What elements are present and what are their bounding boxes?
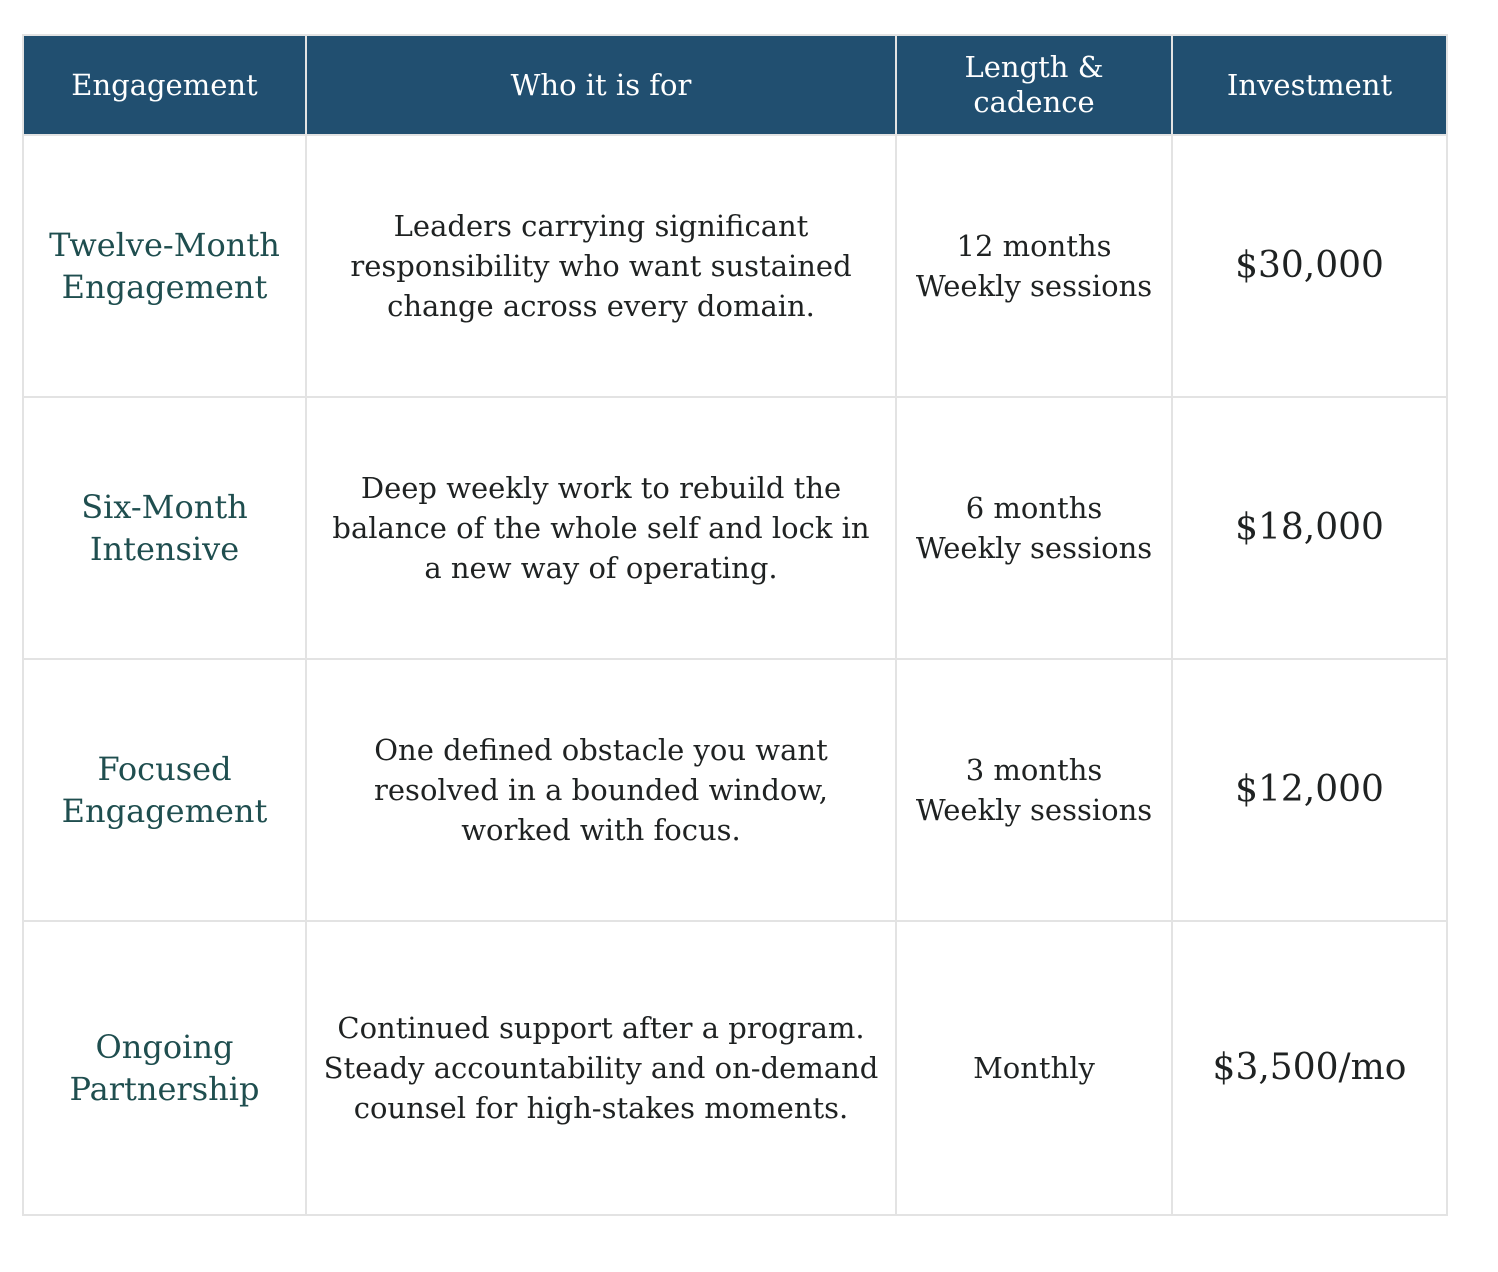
- length-cadence: Weekly sessions: [915, 793, 1153, 827]
- length-duration: 6 months: [965, 491, 1103, 525]
- engagement-name: Ongoing Partnership: [69, 1028, 260, 1108]
- length-cell: [896, 135, 1172, 397]
- investment-price: $12,000: [1235, 769, 1384, 810]
- engagement-name: Focused Engagement: [61, 750, 268, 830]
- table-header-row: [23, 35, 1447, 135]
- investment-cell: [1172, 659, 1447, 921]
- who-cell: [306, 921, 896, 1215]
- pricing-table: [22, 34, 1448, 1216]
- table-row: [23, 135, 1447, 397]
- who-cell: [306, 397, 896, 659]
- header-investment: Investment: [1172, 35, 1447, 135]
- investment-price: $18,000: [1235, 507, 1384, 548]
- investment-cell: [1172, 135, 1447, 397]
- who-cell: [306, 135, 896, 397]
- length-duration: 3 months: [965, 753, 1103, 787]
- length-duration: 12 months: [956, 229, 1112, 263]
- header-engagement: Engagement: [23, 35, 306, 135]
- engagement-cell: [23, 659, 306, 921]
- table-row: [23, 659, 1447, 921]
- engagement-cell: [23, 921, 306, 1215]
- who-cell: [306, 659, 896, 921]
- investment-cell: [1172, 397, 1447, 659]
- investment-price: $3,500/mo: [1212, 1047, 1407, 1088]
- who-description: Leaders carrying significant responsibility who want sustained change across every domain.: [350, 209, 852, 323]
- length-cell: [896, 397, 1172, 659]
- length-cell: [896, 659, 1172, 921]
- length-cell: [896, 921, 1172, 1215]
- who-description: Continued support after a program. Steady accountability and on-demand counsel for high-stakes moments.: [323, 1011, 879, 1125]
- length-cadence: Weekly sessions: [915, 531, 1153, 565]
- table-row: [23, 397, 1447, 659]
- length-cadence: Monthly: [973, 1051, 1095, 1085]
- who-description: One defined obstacle you want resolved in a bounded window, worked with focus.: [374, 733, 828, 847]
- who-description: Deep weekly work to rebuild the balance of the whole self and lock in a new way of operating.: [332, 471, 870, 585]
- table-row: [23, 921, 1447, 1215]
- header-length-cadence: Length & cadence: [896, 35, 1172, 135]
- engagement-cell: [23, 135, 306, 397]
- investment-cell: [1172, 921, 1447, 1215]
- engagement-name: Twelve-Month Engagement: [49, 226, 280, 306]
- length-cadence: Weekly sessions: [915, 269, 1153, 303]
- investment-price: $30,000: [1235, 245, 1384, 286]
- header-who-it-is-for: Who it is for: [306, 35, 896, 135]
- engagement-cell: [23, 397, 306, 659]
- engagement-name: Six-Month Intensive: [81, 488, 248, 568]
